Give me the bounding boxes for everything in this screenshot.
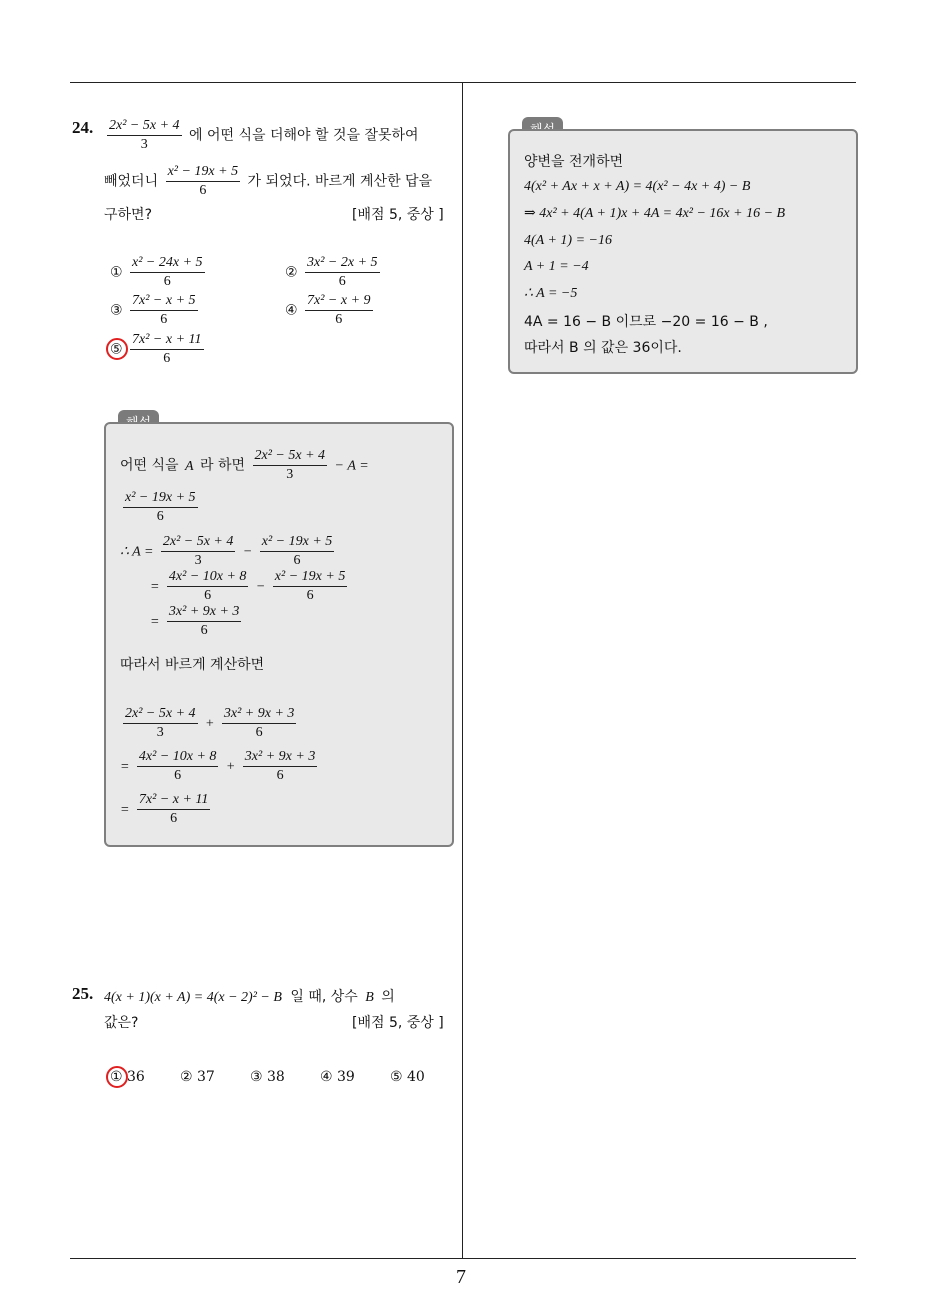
q24-frac1: $\frac{\text{2x² − 5x + 4}}{3}$ <box>109 118 180 152</box>
q24-stem-line2: 빼었더니 $\frac{\text{x² − 19x + 5}}{6}$ 가 되었다. 바르게 계산한 답을 <box>104 164 433 198</box>
sol24-calc3: = $\frac{\text{7x² − x + 11}}{6}$ <box>120 792 209 826</box>
sol25-line-4: 4(A + 1) = −16 <box>524 233 612 248</box>
q24-answer-mark <box>106 338 128 360</box>
sol25-line-8: 따라서 B 의 값은 36이다. <box>524 340 682 356</box>
sol24-step3: = $\frac{\text{3x² + 9x + 3}}{6}$ <box>150 604 240 638</box>
q24-number: 24. <box>72 118 94 137</box>
q24-stem-line1: $\frac{\text{2x² − 5x + 4}}{3}$ 에 어떤 식을 더해야 할 것을 잘못하여 <box>109 118 419 152</box>
sol25-line-2: 4(x² + Ax + x + A) = 4(x² − 4x + 4) − B <box>524 179 751 194</box>
page-number: 7 <box>456 1266 466 1288</box>
q25-choice-2[interactable]: ② 37 <box>180 1069 215 1085</box>
sol24-step2: = $\frac{\text{4x² − 10x + 8}}{6}$ − $\frac{\text{x² − 19x + 5}}{6}$ <box>150 569 346 603</box>
q24-choice-1[interactable]: ① $\frac{\text{x² − 24x + 5}}{6}$ <box>110 255 203 289</box>
sol24-step1: ∴ A = $\frac{\text{2x² − 5x + 4}}{3}$ − $\frac{\text{x² − 19x + 5}}{6}$ <box>120 534 333 568</box>
q25-choice-1[interactable]: ① 36 <box>110 1069 145 1085</box>
q25-answer-mark <box>106 1066 128 1088</box>
q25-solution-box <box>508 129 858 374</box>
sol25-line-6: ∴ A = −5 <box>524 286 578 301</box>
q25-choice-5[interactable]: ⑤ 40 <box>390 1069 425 1085</box>
sol25-line-5: A + 1 = −4 <box>524 259 589 274</box>
q25-choice-3[interactable]: ③ 38 <box>250 1069 285 1085</box>
sol24-line2: $\frac{\text{x² − 19x + 5}}{6}$ <box>125 490 196 524</box>
top-rule <box>70 82 856 83</box>
q25-choice-4[interactable]: ④ 39 <box>320 1069 355 1085</box>
q25-score: [배점 5, 중상 ] <box>352 1015 444 1031</box>
q24-choice-2[interactable]: ② $\frac{\text{3x² − 2x + 5}}{6}$ <box>285 255 378 289</box>
q24-stem-line3: 구하면? <box>104 207 153 223</box>
q24-frac2: $\frac{\text{x² − 19x + 5}}{6}$ <box>167 164 239 198</box>
q24-solution-box <box>104 422 454 847</box>
sol24-text-after: 따라서 바르게 계산하면 <box>120 657 265 673</box>
q25-stem-line2: 값은? <box>104 1015 139 1031</box>
q25-stem-line1: 4(x + 1)(x + A) = 4(x − 2)² − B 일 때, 상수 B 의 <box>104 989 395 1005</box>
sol25-line-3: ⇒ 4x² + 4(A + 1)x + 4A = 4x² − 16x + 16 − B <box>524 206 786 221</box>
sol24-calc1: $\frac{\text{2x² − 5x + 4}}{3}$ + $\frac{\text{3x² + 9x + 3}}{6}$ <box>125 706 295 740</box>
sol24-line1: 어떤 식을 A 라 하면 $\frac{\text{2x² − 5x + 4}}{3}$ − A = <box>120 448 369 482</box>
sol25-line-7: 4A = 16 − B 이므로 −20 = 16 − B , <box>524 314 768 330</box>
sol24-calc2: = $\frac{\text{4x² − 10x + 8}}{6}$ + $\frac{\text{3x² + 9x + 3}}{6}$ <box>120 749 316 783</box>
q24-choice-5[interactable]: ⑤ $\frac{\text{7x² − x + 11}}{6}$ <box>110 332 202 366</box>
q24-choice-3[interactable]: ③ $\frac{\text{7x² − x + 5}}{6}$ <box>110 293 196 327</box>
bottom-rule <box>70 1258 856 1259</box>
q25-number: 25. <box>72 984 94 1003</box>
column-divider <box>462 82 463 1258</box>
q24-choice-4[interactable]: ④ $\frac{\text{7x² − x + 9}}{6}$ <box>285 293 371 327</box>
q24-score: [배점 5, 중상 ] <box>352 207 444 223</box>
sol25-line-1: 양변을 전개하면 <box>524 154 624 170</box>
